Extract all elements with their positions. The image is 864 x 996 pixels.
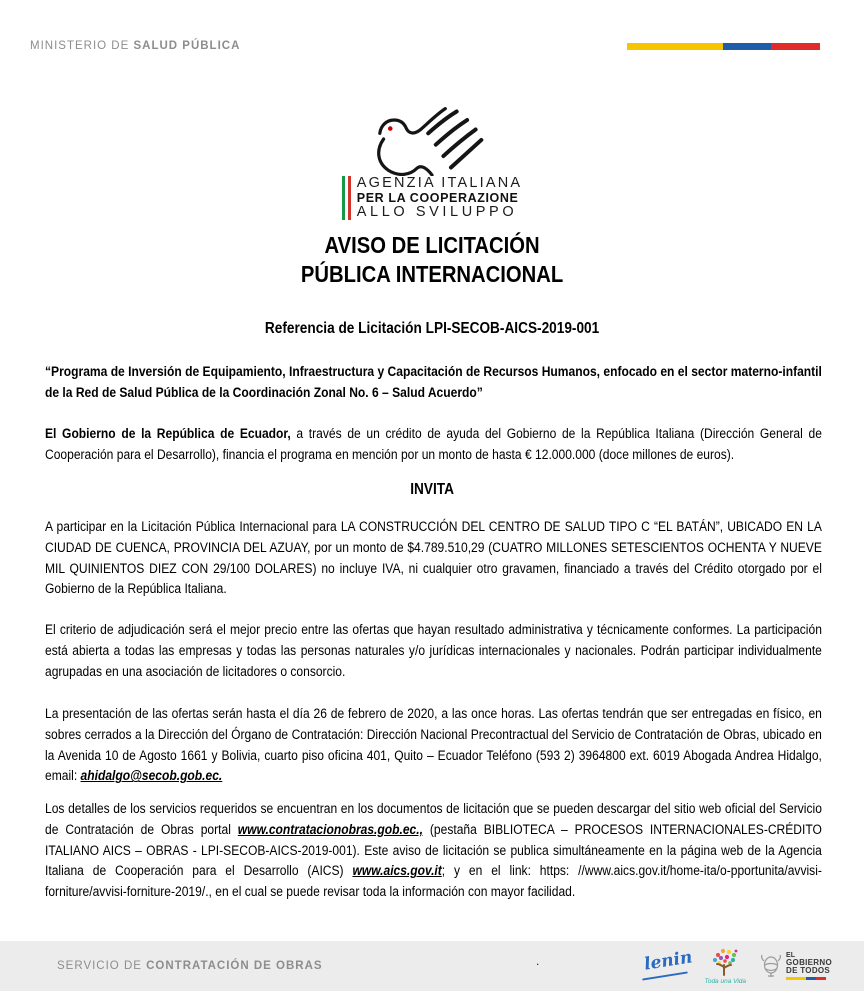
details-mid-run: (pestaña BIBLIOTECA – PROCESOS INTERNACIONALES-CRÉDITO ITALIANO AICS – OBRAS - LPI-SECOB-AICS-2019-001). Este aviso de licitación se publica simultáneamente en la página web de la Agencia Italiana de Cooperación para el Desarrollo (AICS) — [45, 821, 822, 880]
footer-band — [0, 941, 864, 991]
service-header — [57, 960, 323, 972]
gobierno-line3: DE TODOS — [786, 965, 831, 975]
gobierno-flag-stripe — [786, 977, 826, 981]
details-post-run: ; y en el link: https: //www.aics.gov.it/home-ita/o-pportunita/avvisi-forniture/avvisi-forniture-2019/., en el cual se puede revisar toda la información con mayor facilidad. — [45, 863, 822, 901]
details-pre-run: Los detalles de los servicios requeridos se encuentran en los documentos de licitación que se pueden descargar del sitio web oficial del Servicio de Contratación de Obras portal — [45, 801, 822, 838]
submission-text-run: La presentación de las ofertas serán hasta el día 26 de febrero de 2020, a las once horas. Las ofertas tendrán que ser entregadas en físico, en sobres cerrados a la Dirección del Órgano de Contratación: Dirección Nacional Precontractual del Servicio de Contratación de Obras, ubicado en la Avenida 10 de Agosto 1661 y Bolivia, cuarto piso oficina 401, Quito – Ecuador Teléfono (593 2) 3964800 ext. 6019 Abogada Andrea Hidalgo, email: — [45, 706, 822, 785]
flag-blue-segment — [723, 43, 771, 50]
gobierno-stripe-blue — [806, 977, 816, 981]
lenin-signature-text: lenin — [643, 947, 695, 975]
aics-line2: PER LA COOPERAZIONE — [356, 191, 519, 205]
paragraph-program: “Programa de Inversión de Equipamiento, Infraestructura y Capacitación de Recursos Humanos, enfocado en el sector materno-infantil de la Red de Salud Pública de la Coordinación Zonal No. 6 – Salud Acuerdo” — [45, 364, 822, 401]
aics-website-link[interactable]: www.aics.gov.it — [352, 863, 442, 880]
service-label-bold: CONTRATACIÓN DE OBRAS — [146, 960, 323, 972]
tree-caption: Toda una Vida — [704, 978, 747, 985]
ecuador-flag-bar — [627, 43, 820, 50]
government-bold-run: El Gobierno de la República de Ecuador, — [45, 426, 291, 442]
reference-heading: Referencia de Licitación LPI-SECOB-AICS-2019-001 — [264, 320, 600, 337]
gobierno-stripe-yellow — [786, 977, 806, 981]
flag-red-segment — [771, 43, 820, 50]
coat-of-arms-icon — [760, 953, 782, 979]
dove-icon — [369, 102, 495, 176]
toda-una-vida-logo — [704, 947, 746, 985]
italy-flag-icon — [342, 176, 351, 220]
gobierno-line2: GOBIERNO — [786, 957, 832, 967]
portal-link[interactable]: www.contratacionobras.gob.ec., — [237, 821, 423, 838]
dove-eye — [388, 126, 393, 131]
flag-yellow-segment — [627, 43, 723, 50]
government-rest-run: a través de un crédito de ayuda del Gobierno de la República Italiana (Dirección General de Cooperación para el Desarrollo), financia el programa en mención por un monto de hasta € 12.000.000 (doce millones de euros). — [45, 426, 822, 463]
aics-line1: AGENZIA ITALIANA — [356, 175, 523, 191]
aics-line3: ALLO SVILUPPO — [356, 204, 518, 220]
gobierno-de-todos-logo — [760, 952, 832, 981]
ministry-label-light: MINISTERIO DE — [30, 40, 130, 52]
email-link[interactable]: ahidalgo@secob.gob.ec. — [80, 768, 223, 785]
gobierno-text — [786, 952, 832, 981]
lenin-signature-icon — [642, 947, 695, 983]
tree-icon — [708, 947, 742, 977]
gobierno-line1: EL — [786, 951, 795, 959]
ministry-label-bold: SALUD PÚBLICA — [133, 40, 241, 52]
gobierno-stripe-red — [816, 977, 826, 981]
footer-period: . — [536, 954, 540, 968]
aics-wordmark — [342, 176, 522, 220]
footer-logos — [642, 946, 832, 986]
aics-logo — [0, 102, 864, 220]
ministry-header — [30, 40, 240, 52]
paragraph-submission — [45, 704, 822, 787]
document-title — [0, 231, 864, 288]
paragraph-government — [45, 424, 822, 466]
paragraph-participation: A participar en la Licitación Pública Internacional para LA CONSTRUCCIÓN DEL CENTRO DE SALUD TIPO C “EL BATÁN”, UBICADO EN LA CIUDAD DE CUENCA, PROVINCIA DEL AZUAY, por un monto de $4.789.510,29 (CUATRO MILLONES SETESCIENTOS OCHENTA Y NUEVE MIL QUINIENTOS DIEZ CON 29/100 DOLARES) no incluye IVA, ni cualquier otro gravamen, financiado a través del Crédito otorgado por el Gobierno de la República Italiana. — [45, 519, 822, 598]
service-label-light: SERVICIO DE — [57, 960, 142, 972]
title-line2: PÚBLICA INTERNACIONAL — [300, 260, 564, 287]
paragraph-criteria: El criterio de adjudicación será el mejor precio entre las ofertas que hayan resultado administrativa y técnicamente conformes. La participación está abierta a todas las empresas y todas las personas naturales y/o jurídicas internacionales y nacionales. Podrán participar individualmente agrupadas en una asociación de licitadores o consorcio. — [45, 622, 822, 680]
paragraph-details — [45, 799, 822, 903]
invita-heading: INVITA — [410, 481, 454, 498]
title-line1: AVISO DE LICITACIÓN — [324, 232, 540, 258]
